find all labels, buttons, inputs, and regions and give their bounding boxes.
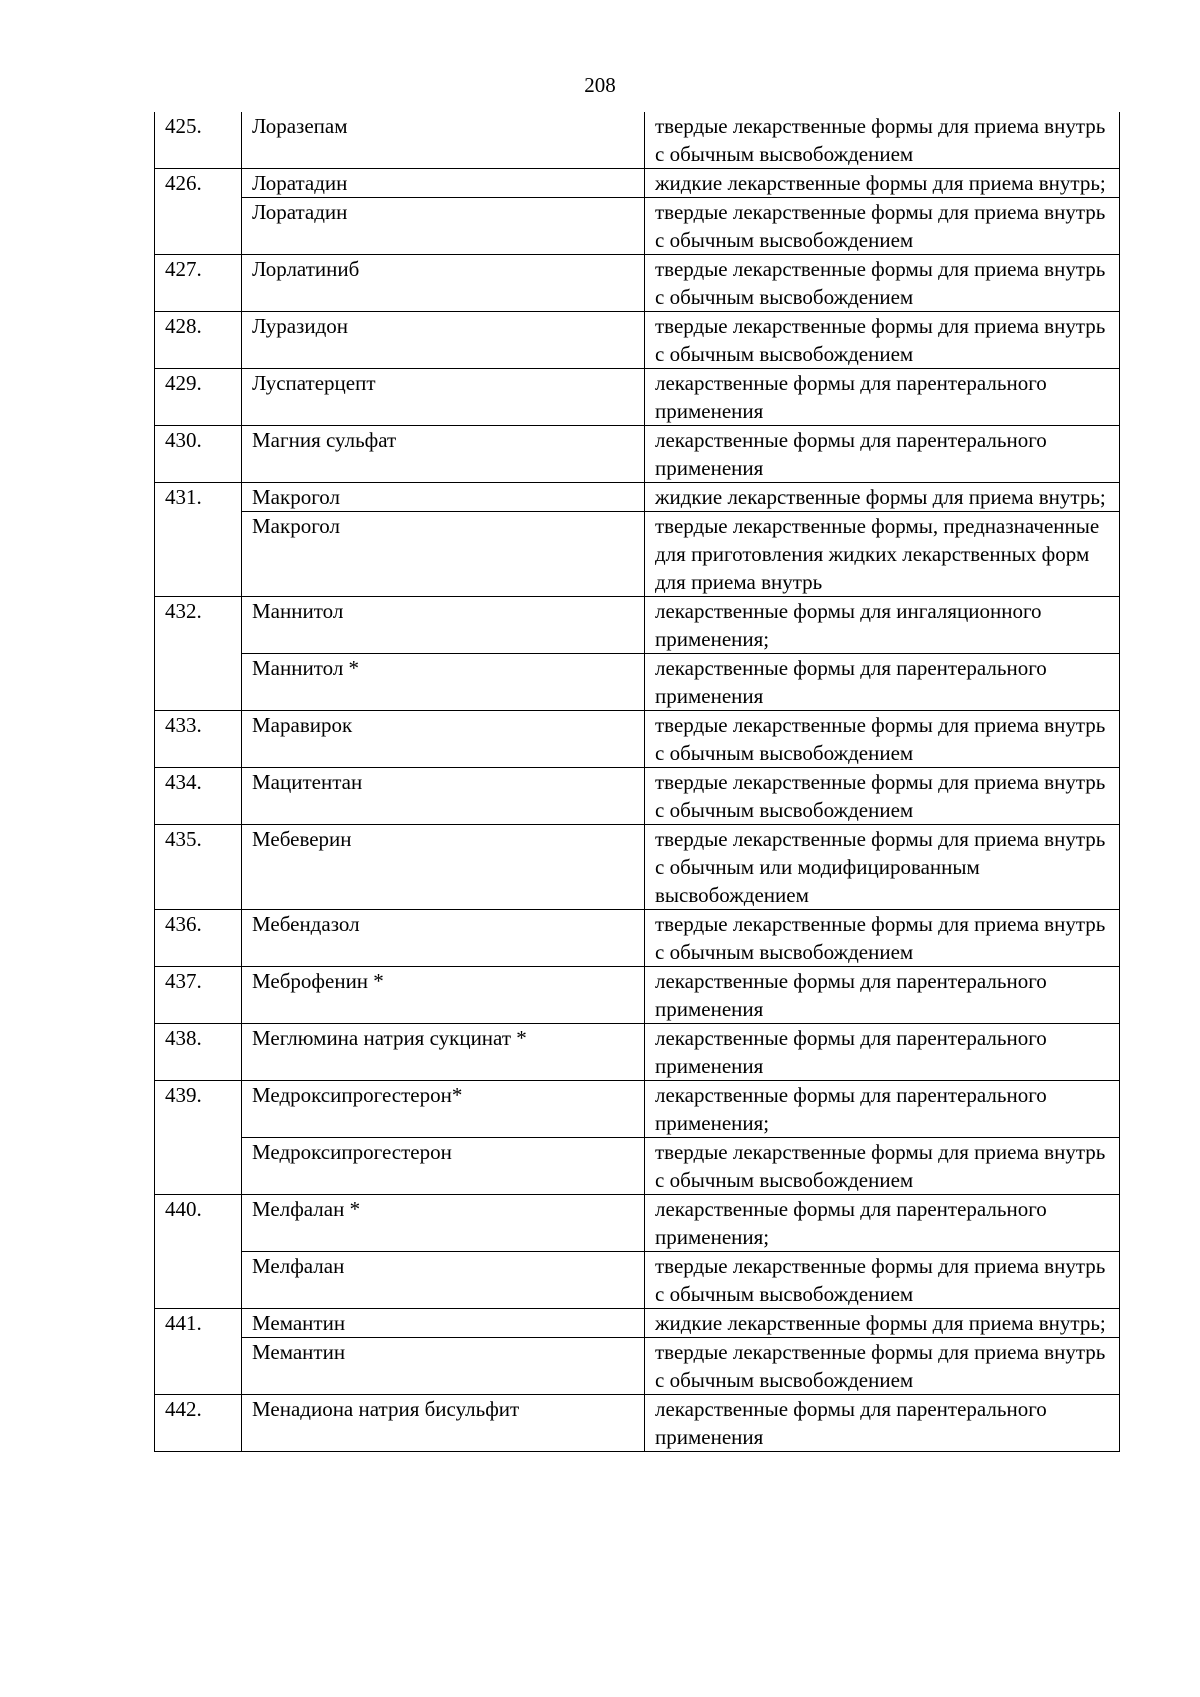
drug-name: Менадиона натрия бисульфит [242,1395,645,1452]
dosage-form: лекарственные формы для парентерального применения [645,967,1120,1024]
table-row [155,1395,1120,1452]
row-number: 432. [155,597,242,711]
row-number: 433. [155,711,242,768]
dosage-form: лекарственные формы для парентерального применения [645,1024,1120,1081]
table-row [155,369,1120,426]
dosage-form: твердые лекарственные формы для приема внутрь с обычным высвобождением [645,910,1120,967]
drug-name: Медроксипрогестерон* [242,1081,645,1138]
drug-name: Мемантин [242,1338,645,1395]
drug-name: Лоратадин [242,169,645,198]
dosage-form: твердые лекарственные формы для приема внутрь с обычным высвобождением [645,1338,1120,1395]
table-row [155,426,1120,483]
drug-name: Луразидон [242,312,645,369]
table-row [155,1338,1120,1395]
dosage-form: лекарственные формы для парентерального применения [645,369,1120,426]
drug-name: Макрогол [242,483,645,512]
drug-name: Медроксипрогестерон [242,1138,645,1195]
row-number: 436. [155,910,242,967]
dosage-form: твердые лекарственные формы для приема внутрь с обычным высвобождением [645,1252,1120,1309]
table-row [155,1138,1120,1195]
drug-name: Луспатерцепт [242,369,645,426]
row-number: 441. [155,1309,242,1395]
table-row [155,255,1120,312]
dosage-form: жидкие лекарственные формы для приема внутрь; [645,483,1120,512]
dosage-form: твердые лекарственные формы для приема внутрь с обычным высвобождением [645,255,1120,312]
table-row [155,910,1120,967]
drug-name: Мебендазол [242,910,645,967]
table-row [155,1309,1120,1338]
drug-name: Лорлатиниб [242,255,645,312]
row-number: 437. [155,967,242,1024]
dosage-form: твердые лекарственные формы для приема внутрь с обычным или модифицированным высвобождением [645,825,1120,910]
table-row [155,768,1120,825]
table-row [155,597,1120,654]
table-row [155,198,1120,255]
table-row [155,112,1120,169]
table-row [155,711,1120,768]
dosage-form: твердые лекарственные формы для приема внутрь с обычным высвобождением [645,1138,1120,1195]
row-number: 425. [155,112,242,169]
drug-name: Мемантин [242,1309,645,1338]
dosage-form: твердые лекарственные формы для приема внутрь с обычным высвобождением [645,768,1120,825]
dosage-form: твердые лекарственные формы для приема внутрь с обычным высвобождением [645,312,1120,369]
drug-name: Макрогол [242,512,645,597]
drug-name: Маннитол [242,597,645,654]
table-row [155,483,1120,512]
drug-name: Лоратадин [242,198,645,255]
dosage-form: лекарственные формы для парентерального применения [645,654,1120,711]
dosage-form: лекарственные формы для парентерального применения; [645,1195,1120,1252]
dosage-form: твердые лекарственные формы для приема внутрь с обычным высвобождением [645,711,1120,768]
row-number: 428. [155,312,242,369]
dosage-form: жидкие лекарственные формы для приема внутрь; [645,1309,1120,1338]
dosage-form: лекарственные формы для ингаляционного применения; [645,597,1120,654]
table-row [155,1024,1120,1081]
drug-name: Маннитол * [242,654,645,711]
drug-table [154,112,1120,1452]
table-row [155,825,1120,910]
dosage-form: твердые лекарственные формы для приема внутрь с обычным высвобождением [645,198,1120,255]
table-row [155,1081,1120,1138]
page-number: 208 [584,73,616,97]
drug-name: Меброфенин * [242,967,645,1024]
table-row [155,654,1120,711]
dosage-form: жидкие лекарственные формы для приема внутрь; [645,169,1120,198]
table-body [155,112,1120,1452]
drug-name: Маравирок [242,711,645,768]
table-row [155,512,1120,597]
drug-name: Мелфалан [242,1252,645,1309]
drug-name: Лоразепам [242,112,645,169]
row-number: 429. [155,369,242,426]
table-row [155,1195,1120,1252]
row-number: 434. [155,768,242,825]
row-number: 435. [155,825,242,910]
drug-name: Мебеверин [242,825,645,910]
row-number: 427. [155,255,242,312]
dosage-form: лекарственные формы для парентерального применения [645,1395,1120,1452]
table-row [155,312,1120,369]
row-number: 439. [155,1081,242,1195]
row-number: 442. [155,1395,242,1452]
row-number: 426. [155,169,242,255]
row-number: 430. [155,426,242,483]
table-row [155,967,1120,1024]
dosage-form: твердые лекарственные формы для приема внутрь с обычным высвобождением [645,112,1120,169]
drug-name: Мелфалан * [242,1195,645,1252]
dosage-form: твердые лекарственные формы, предназначенные для приготовления жидких лекарственных форм для приема внутрь [645,512,1120,597]
drug-name: Магния сульфат [242,426,645,483]
dosage-form: лекарственные формы для парентерального применения [645,426,1120,483]
drug-name: Меглюмина натрия сукцинат * [242,1024,645,1081]
row-number: 431. [155,483,242,597]
row-number: 438. [155,1024,242,1081]
drug-name: Мацитентан [242,768,645,825]
dosage-form: лекарственные формы для парентерального применения; [645,1081,1120,1138]
row-number: 440. [155,1195,242,1309]
table-row [155,1252,1120,1309]
table-row [155,169,1120,198]
